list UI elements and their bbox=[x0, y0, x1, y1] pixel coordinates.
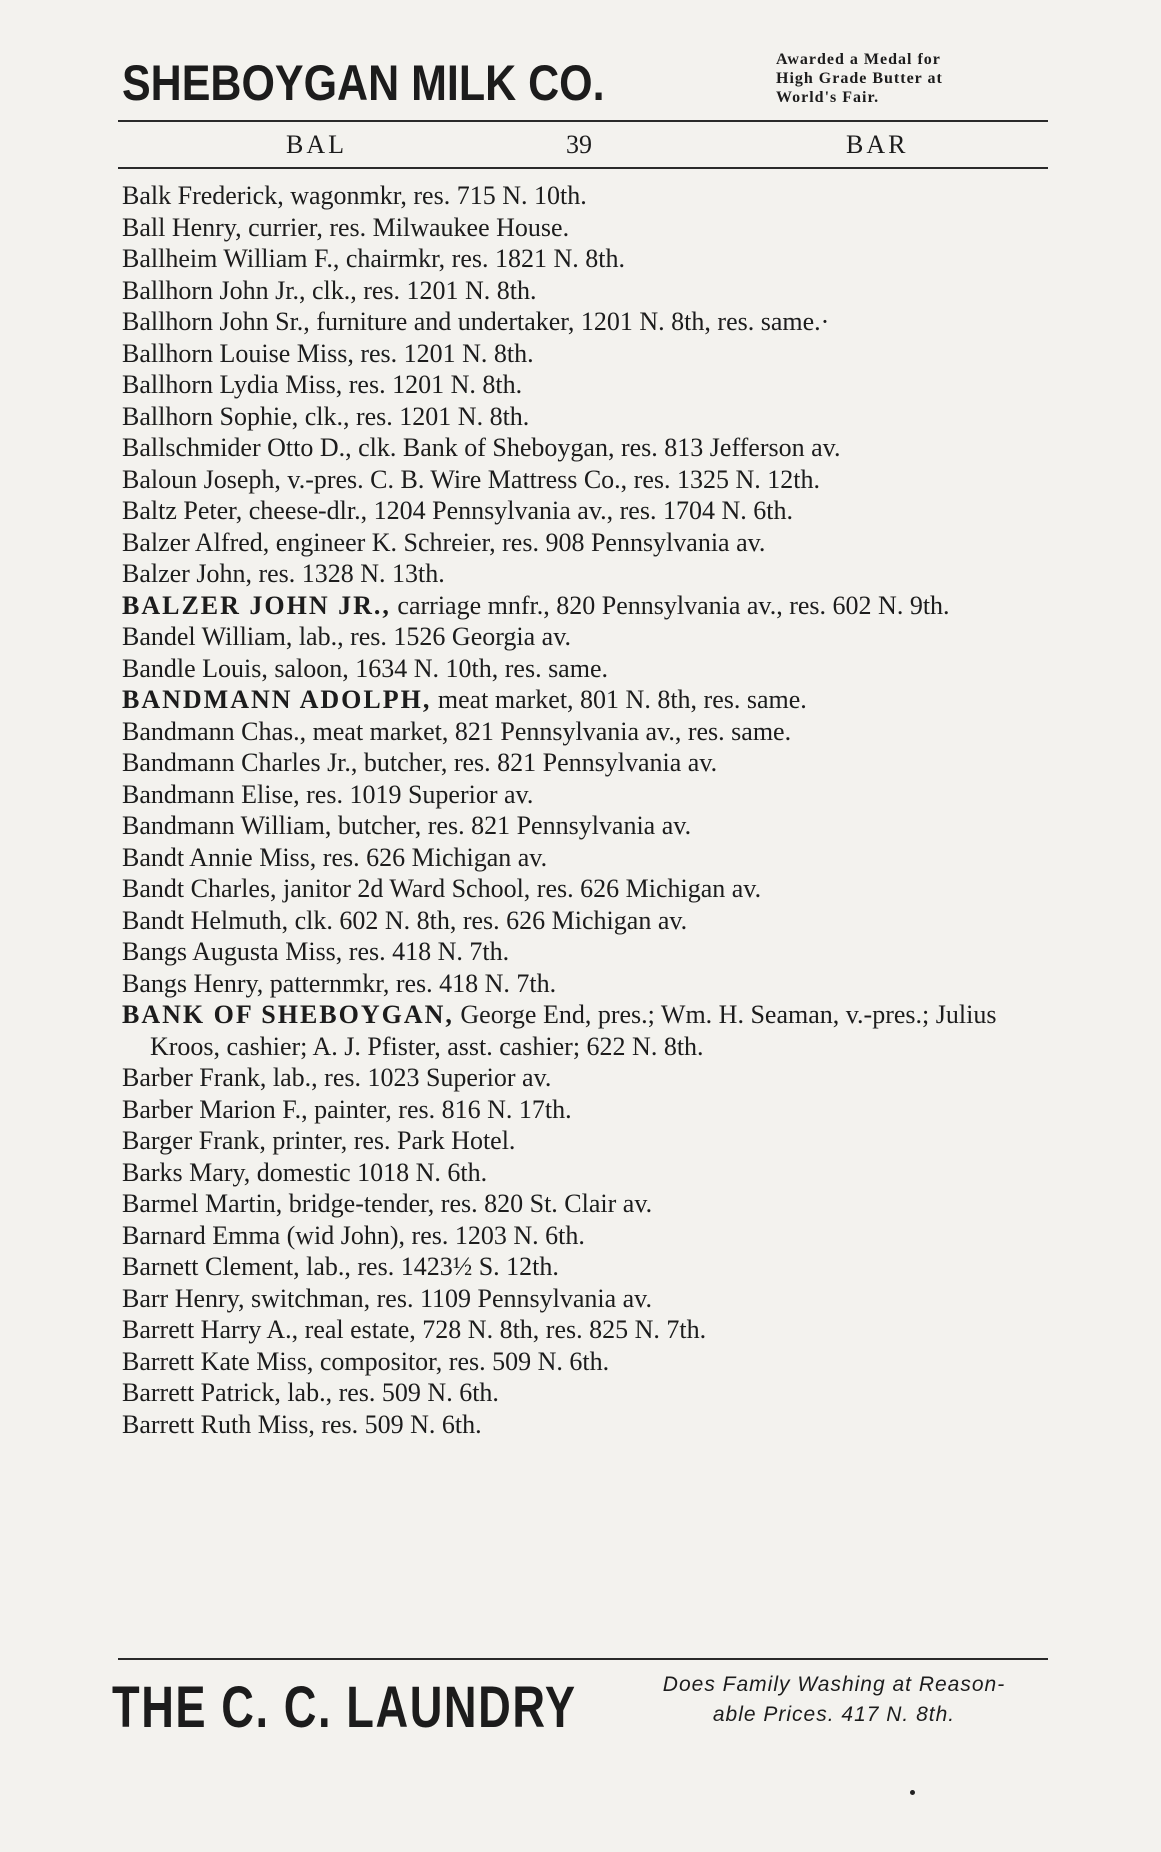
entry-text: Bandle Louis, saloon, 1634 N. 10th, res. same. bbox=[122, 653, 608, 683]
entry-bold-name: BANK OF SHEBOYGAN, bbox=[122, 1000, 454, 1029]
directory-entry bbox=[122, 873, 1052, 905]
directory-entry bbox=[122, 1409, 1052, 1441]
directory-entry bbox=[122, 1377, 1052, 1409]
footer-ad-brand: THE C. C. LAUNDRY bbox=[112, 1675, 577, 1740]
header-ad-tagline-line: Awarded a Medal for bbox=[776, 51, 941, 68]
entry-text: Baltz Peter, cheese-dlr., 1204 Pennsylvania av., res. 1704 N. 6th. bbox=[122, 496, 793, 525]
entry-text: Barrett Patrick, lab., res. 509 N. 6th. bbox=[122, 1378, 499, 1407]
entry-text: Balzer Alfred, engineer K. Schreier, res. 908 Pennsylvania av. bbox=[122, 527, 766, 557]
directory-entry bbox=[122, 1283, 1052, 1315]
entry-text: meat market, 801 N. 8th, res. same. bbox=[431, 685, 807, 714]
directory-entry bbox=[122, 779, 1052, 811]
entry-text: Bandmann Chas., meat market, 821 Pennsylvania av., res. same. bbox=[122, 716, 792, 746]
directory-entry bbox=[122, 590, 1052, 622]
directory-entry bbox=[122, 558, 1052, 590]
entry-text: Barmel Martin, bridge-tender, res. 820 St. Clair av. bbox=[122, 1189, 653, 1218]
entry-text: Balzer John, res. 1328 N. 13th. bbox=[122, 559, 445, 588]
header-ad-tagline-line: High Grade Butter at bbox=[776, 70, 943, 87]
directory-entry bbox=[122, 1188, 1052, 1220]
directory-entry bbox=[122, 810, 1052, 842]
directory-entry bbox=[122, 1251, 1052, 1283]
directory-entry bbox=[122, 527, 1052, 559]
entry-text: Bandt Charles, janitor 2d Ward School, res. 626 Michigan av. bbox=[122, 874, 762, 903]
footer-ad-tagline-line: Does Family Washing at Reason- bbox=[662, 1673, 1006, 1696]
directory-entry bbox=[122, 1094, 1052, 1126]
entry-text: Ballhorn Lydia Miss, res. 1201 N. 8th. bbox=[122, 370, 523, 399]
entry-text: Barrett Kate Miss, compositor, res. 509 N. 6th. bbox=[122, 1346, 610, 1376]
entry-text: Bandt Annie Miss, res. 626 Michigan av. bbox=[122, 842, 548, 872]
print-speck bbox=[910, 1790, 915, 1795]
entry-text: Ballhorn Sophie, clk., res. 1201 N. 8th. bbox=[122, 401, 530, 431]
directory-entry bbox=[122, 243, 1052, 275]
directory-entry bbox=[122, 936, 1052, 968]
header-ad-tagline bbox=[776, 50, 1052, 107]
directory-entry bbox=[122, 999, 1052, 1062]
directory-entry bbox=[122, 621, 1052, 653]
footer-ad-tagline bbox=[624, 1670, 1044, 1730]
entry-text: Bangs Augusta Miss, res. 418 N. 7th. bbox=[122, 937, 510, 966]
footer-advertisement bbox=[112, 1670, 1052, 1750]
entry-text: Barnard Emma (wid John), res. 1203 N. 6th. bbox=[122, 1220, 585, 1250]
entry-text: Baloun Joseph, v.-pres. C. B. Wire Mattress Co., res. 1325 N. 12th. bbox=[122, 464, 821, 494]
directory-entry bbox=[122, 1220, 1052, 1252]
entry-bold-name: BALZER JOHN JR., bbox=[122, 590, 391, 620]
entry-text: Bandmann Charles Jr., butcher, res. 821 Pennsylvania av. bbox=[122, 748, 718, 777]
directory-entry bbox=[122, 212, 1052, 244]
directory-entry bbox=[122, 716, 1052, 748]
entry-text: Ballhorn Louise Miss, res. 1201 N. 8th. bbox=[122, 338, 534, 368]
entry-text: George End, pres.; Wm. H. Seaman, v.-pres.; Julius Kroos, cashier; A. J. Pfister, asst. cashier; 622 N. 8th. bbox=[150, 1000, 997, 1061]
entry-text: Barber Marion F., painter, res. 816 N. 17th. bbox=[122, 1094, 572, 1124]
entry-text: Balk Frederick, wagonmkr, res. 715 N. 10th. bbox=[122, 181, 587, 210]
directory-entry bbox=[122, 495, 1052, 527]
directory-entry bbox=[122, 306, 1052, 338]
directory-entry bbox=[122, 1314, 1052, 1346]
entry-bold-name: BANDMANN ADOLPH, bbox=[122, 685, 432, 714]
entry-text: Barr Henry, switchman, res. 1109 Pennsylvania av. bbox=[122, 1283, 652, 1313]
entry-text: Bandt Helmuth, clk. 602 N. 8th, res. 626 Michigan av. bbox=[122, 905, 688, 935]
header-divider bbox=[118, 120, 1048, 122]
directory-entry bbox=[122, 1125, 1052, 1157]
directory-entry bbox=[122, 684, 1052, 716]
directory-entry bbox=[122, 401, 1052, 433]
entry-text: Ballschmider Otto D., clk. Bank of Sheboygan, res. 813 Jefferson av. bbox=[122, 433, 841, 462]
directory-entry bbox=[122, 842, 1052, 874]
entry-text: Bandmann William, butcher, res. 821 Pennsylvania av. bbox=[122, 811, 692, 840]
entry-text: Barber Frank, lab., res. 1023 Superior av. bbox=[122, 1063, 552, 1092]
entry-text: Barger Frank, printer, res. Park Hotel. bbox=[122, 1126, 516, 1155]
running-head bbox=[118, 130, 1048, 166]
header-advertisement bbox=[122, 42, 1052, 114]
running-head-left: BAL bbox=[286, 130, 347, 159]
directory-entry bbox=[122, 1062, 1052, 1094]
directory-entry bbox=[122, 968, 1052, 1000]
entry-text: Barrett Harry A., real estate, 728 N. 8th, res. 825 N. 7th. bbox=[122, 1315, 707, 1344]
directory-entry bbox=[122, 464, 1052, 496]
directory-entry bbox=[122, 905, 1052, 937]
page-number: 39 bbox=[566, 130, 592, 159]
directory-entry bbox=[122, 1346, 1052, 1378]
entry-text: Bangs Henry, patternmkr, res. 418 N. 7th. bbox=[122, 968, 557, 998]
entry-text: Barks Mary, domestic 1018 N. 6th. bbox=[122, 1157, 488, 1187]
footer-ad-tagline-line: able Prices. 417 N. 8th. bbox=[712, 1703, 956, 1726]
footer-divider bbox=[118, 1658, 1048, 1660]
entry-text: Barnett Clement, lab., res. 1423½ S. 12th. bbox=[122, 1252, 559, 1281]
directory-entry bbox=[122, 180, 1052, 212]
directory-entry bbox=[122, 653, 1052, 685]
directory-entry bbox=[122, 338, 1052, 370]
running-head-right: BAR bbox=[846, 130, 909, 159]
running-head-divider bbox=[118, 167, 1048, 169]
directory-entry bbox=[122, 747, 1052, 779]
directory-entry bbox=[122, 432, 1052, 464]
entry-text: Barrett Ruth Miss, res. 509 N. 6th. bbox=[122, 1409, 482, 1439]
directory-entries bbox=[122, 180, 1052, 1440]
entry-text: Ball Henry, currier, res. Milwaukee House. bbox=[122, 212, 570, 242]
directory-entry bbox=[122, 369, 1052, 401]
entry-text: Ballheim William F., chairmkr, res. 1821 N. 8th. bbox=[122, 244, 626, 273]
entry-text: Bandmann Elise, res. 1019 Superior av. bbox=[122, 779, 534, 809]
entry-text: Ballhorn John Sr., furniture and undertaker, 1201 N. 8th, res. same.· bbox=[122, 307, 830, 336]
directory-entry bbox=[122, 1157, 1052, 1189]
header-ad-brand: SHEBOYGAN MILK CO. bbox=[122, 55, 605, 111]
header-ad-tagline-line: World's Fair. bbox=[776, 89, 880, 106]
entry-text: Ballhorn John Jr., clk., res. 1201 N. 8th. bbox=[122, 275, 537, 305]
directory-entry bbox=[122, 275, 1052, 307]
entry-text: Bandel William, lab., res. 1526 Georgia av. bbox=[122, 622, 572, 651]
entry-text: carriage mnfr., 820 Pennsylvania av., res. 602 N. 9th. bbox=[390, 590, 950, 620]
